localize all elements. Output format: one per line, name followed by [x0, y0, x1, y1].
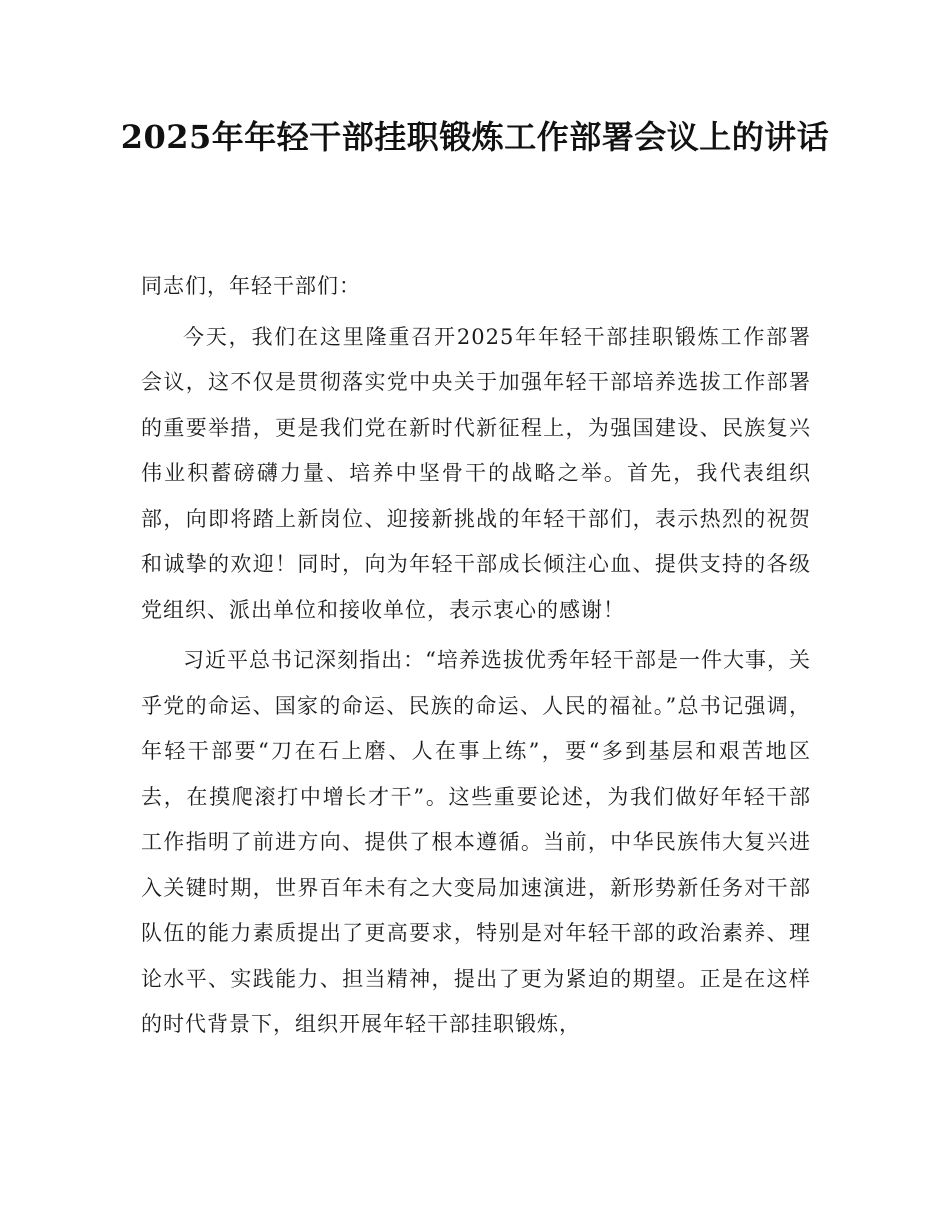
- paragraph-2: 习近平总书记深刻指出：“培养选拔优秀年轻干部是一件大事，关乎党的命运、国家的命运、民族的命运、人民的福祉。”总书记强调，年轻干部要“刀在石上磨、人在事上练”，要“多到基层和艰苦地区去，在摸爬滚打中增长才干”。这些重要论述，为我们做好年轻干部工作指明了前进方向、提供了根本遵循。当前，中华民族伟大复兴进入关键时期，世界百年未有之大变局加速演进，新形势新任务对干部队伍的能力素质提出了更高要求，特别是对年轻干部的政治素养、理论水平、实践能力、担当精神，提出了更为紧迫的期望。正是在这样的时代背景下，组织开展年轻干部挂职锻炼，: [141, 648, 811, 1036]
- document-body: [141, 264, 811, 1053]
- document-title: 2025年年轻干部挂职锻炼工作部署会议上的讲话: [120, 118, 830, 156]
- greeting-line: 同志们，年轻干部们：: [141, 274, 361, 298]
- paragraph-1: 今天，我们在这里隆重召开2025年年轻干部挂职锻炼工作部署会议，这不仅是贯彻落实党中央关于加强年轻干部培养选拔工作部署的重要举措，更是我们党在新时代新征程上，为强国建设、民族复兴伟业积蓄磅礴力量、培养中坚骨干的战略之举。首先，我代表组织部，向即将踏上新岗位、迎接新挑战的年轻干部们，表示热烈的祝贺和诚挚的欢迎！同时，向为年轻干部成长倾注心血、提供支持的各级党组织、派出单位和接收单位，表示衷心的感谢！: [141, 324, 811, 622]
